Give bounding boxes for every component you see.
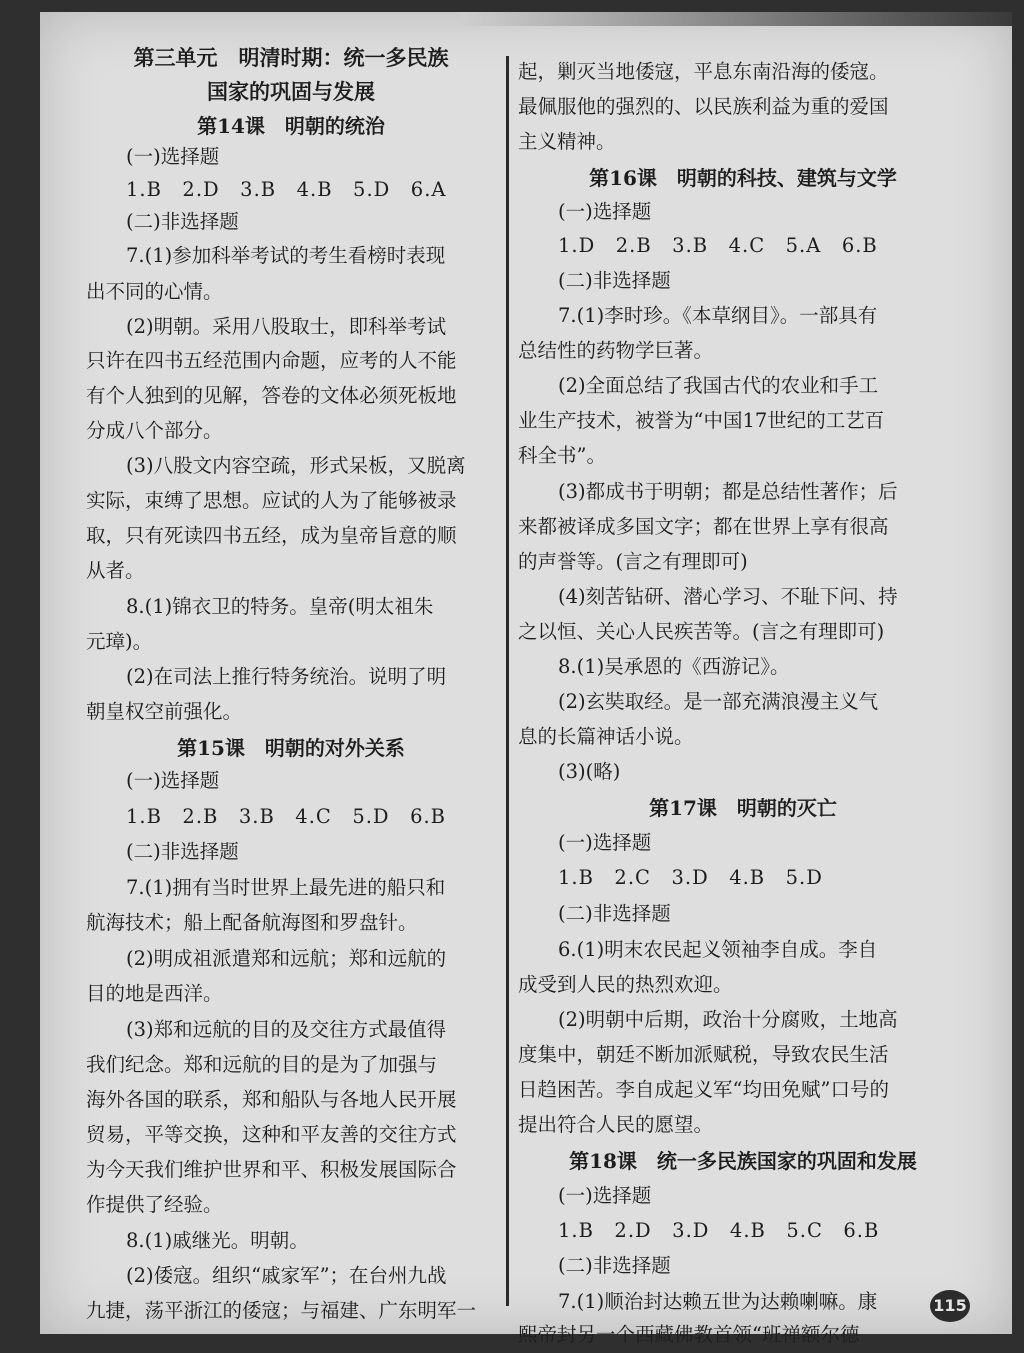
textbook-page	[40, 12, 1012, 1346]
l15-q7-3-line: 作提供了经验。	[86, 1193, 223, 1216]
lesson-16-title: 第16课 明朝的科技、建筑与文学	[589, 166, 897, 190]
l17-q6-2-line: 度集中，朝廷不断加派赋税，导致农民生活	[518, 1043, 889, 1066]
l17-choice-answers: 1.B 2.C 3.D 4.B 5.D	[558, 866, 823, 889]
lesson-15-title: 第15课 明朝的对外关系	[177, 736, 405, 760]
l15-q8-1-line: 8.(1)戚继光。明朝。	[126, 1229, 309, 1252]
l15-q8-2-line: (2)倭寇。组织“戚家军”；在台州九战	[126, 1264, 447, 1287]
lesson-14-title: 第14课 明朝的统治	[197, 114, 385, 138]
r-continued-line: 主义精神。	[518, 130, 616, 153]
r-continued-line: 起，剿灭当地倭寇，平息东南沿海的倭寇。	[518, 60, 889, 83]
l14-q8-1-line: 元璋)。	[86, 630, 153, 653]
page-top-shadow	[460, 12, 1012, 26]
l16-q8-3-line: (3)(略)	[558, 760, 621, 783]
lesson-17-title: 第17课 明朝的灭亡	[649, 796, 837, 820]
l17-q6-2-line: 提出符合人民的愿望。	[518, 1113, 714, 1136]
column-divider	[506, 56, 509, 1306]
l17-q6-1-line: 6.(1)明末农民起义领袖李自成。李自	[558, 938, 878, 961]
l14-q8-2-line: 朝皇权空前强化。	[86, 700, 243, 723]
l17-section-choice: (一)选择题	[558, 831, 652, 854]
l18-q7-1-line: 7.(1)顺治封达赖五世为达赖喇嘛。康	[558, 1290, 878, 1313]
l16-section-choice: (一)选择题	[558, 200, 652, 223]
l14-q7-2-line: 有个人独到的见解，答卷的文体必须死板地	[86, 384, 457, 407]
l17-section-nonchoice: (二)非选择题	[558, 902, 671, 925]
l17-q6-1-line: 成受到人民的热烈欢迎。	[518, 973, 733, 996]
r-continued-line: 最佩服他的强烈的、以民族利益为重的爱国	[518, 95, 889, 118]
l15-q7-1-line: 7.(1)拥有当时世界上最先进的船只和	[126, 876, 446, 899]
l16-section-nonchoice: (二)非选择题	[558, 269, 671, 292]
l15-choice-answers: 1.B 2.B 3.B 4.C 5.D 6.B	[126, 805, 447, 828]
l17-q6-2-line: (2)明朝中后期，政治十分腐败，土地高	[558, 1008, 898, 1031]
lesson-18-title: 第18课 统一多民族国家的巩固和发展	[569, 1149, 917, 1173]
l14-q7-1-line: 出不同的心情。	[86, 280, 223, 303]
l14-q7-3-line: 从者。	[86, 559, 145, 582]
l16-q7-3-line: 的声誉等。(言之有理即可)	[518, 550, 748, 573]
unit-title-line-1: 第三单元 明清时期：统一多民族	[133, 45, 449, 70]
l15-q7-3-line: 贸易，平等交换，这种和平友善的交往方式	[86, 1123, 457, 1146]
l16-q7-2-line: 科全书”。	[518, 444, 606, 467]
l15-q7-3-line: 为今天我们维护世界和平、积极发展国际合	[86, 1158, 457, 1181]
l16-q7-4-line: 之以恒、关心人民疾苦等。(言之有理即可)	[518, 620, 885, 643]
l15-q7-1-line: 航海技术；船上配备航海图和罗盘针。	[86, 911, 418, 934]
l15-section-nonchoice: (二)非选择题	[126, 840, 239, 863]
l14-q7-2-line: 只许在四书五经范围内命题，应考的人不能	[86, 349, 457, 372]
l15-q7-3-line: (3)郑和远航的目的及交往方式最值得	[126, 1018, 447, 1041]
unit-title-line-2: 国家的巩固与发展	[207, 79, 375, 104]
l14-section-nonchoice: (二)非选择题	[126, 210, 239, 233]
l14-q7-3-line: 实际，束缚了思想。应试的人为了能够被录	[86, 489, 457, 512]
l16-q7-2-line: 业生产技术，被誉为“中国17世纪的工艺百	[518, 409, 885, 432]
l16-q7-2-line: (2)全面总结了我国古代的农业和手工	[558, 374, 879, 397]
l16-q7-1-line: 7.(1)李时珍。《本草纲目》。一部具有	[558, 304, 878, 327]
l16-q7-3-line: 来都被译成多国文字；都在世界上享有很高	[518, 515, 889, 538]
l15-q7-2-line: 目的地是西洋。	[86, 982, 223, 1005]
l15-q7-2-line: (2)明成祖派遣郑和远航；郑和远航的	[126, 947, 447, 970]
l16-choice-answers: 1.D 2.B 3.B 4.C 5.A 6.B	[558, 234, 878, 257]
l16-q7-3-line: (3)都成书于明朝；都是总结性著作；后	[558, 480, 898, 503]
l14-q7-3-line: 取，只有死读四书五经，成为皇帝旨意的顺	[86, 524, 457, 547]
l15-q8-2-line: 九捷，荡平浙江的倭寇；与福建、广东明军一	[86, 1299, 477, 1322]
l14-q7-2-line: 分成八个部分。	[86, 419, 223, 442]
l14-q7-3-line: (3)八股文内容空疏，形式呆板，又脱离	[126, 454, 466, 477]
l14-q7-1-line: 7.(1)参加科举考试的考生看榜时表现	[126, 244, 446, 267]
l14-choice-answers: 1.B 2.D 3.B 4.B 5.D 6.A	[126, 178, 447, 201]
l16-q7-1-line: 总结性的药物学巨著。	[518, 339, 714, 362]
l16-q8-2-line: (2)玄奘取经。是一部充满浪漫主义气	[558, 690, 879, 713]
l18-section-choice: (一)选择题	[558, 1184, 652, 1207]
l14-q7-2-line: (2)明朝。采用八股取士，即科举考试	[126, 315, 447, 338]
l18-q7-1-line: 熙帝封另一个西藏佛教首领“班禅额尔德	[518, 1323, 860, 1346]
l16-q8-2-line: 息的长篇神话小说。	[518, 725, 694, 748]
l15-q7-3-line: 海外各国的联系，郑和船队与各地人民开展	[86, 1088, 457, 1111]
page-number: 115	[930, 1290, 970, 1322]
l18-section-nonchoice: (二)非选择题	[558, 1254, 671, 1277]
l16-q8-1-line: 8.(1)吴承恩的《西游记》。	[558, 655, 790, 678]
l18-choice-answers: 1.B 2.D 3.D 4.B 5.C 6.B	[558, 1219, 880, 1242]
l16-q7-4-line: (4)刻苦钻研、潜心学习、不耻下问、持	[558, 585, 898, 608]
l17-q6-2-line: 日趋困苦。李自成起义军“均田免赋”口号的	[518, 1078, 889, 1101]
l14-q8-2-line: (2)在司法上推行特务统治。说明了明	[126, 665, 447, 688]
l14-section-choice: (一)选择题	[126, 145, 220, 168]
l14-q8-1-line: 8.(1)锦衣卫的特务。皇帝(明太祖朱	[126, 595, 434, 618]
l15-q7-3-line: 我们纪念。郑和远航的目的是为了加强与	[86, 1053, 438, 1076]
l15-section-choice: (一)选择题	[126, 769, 220, 792]
